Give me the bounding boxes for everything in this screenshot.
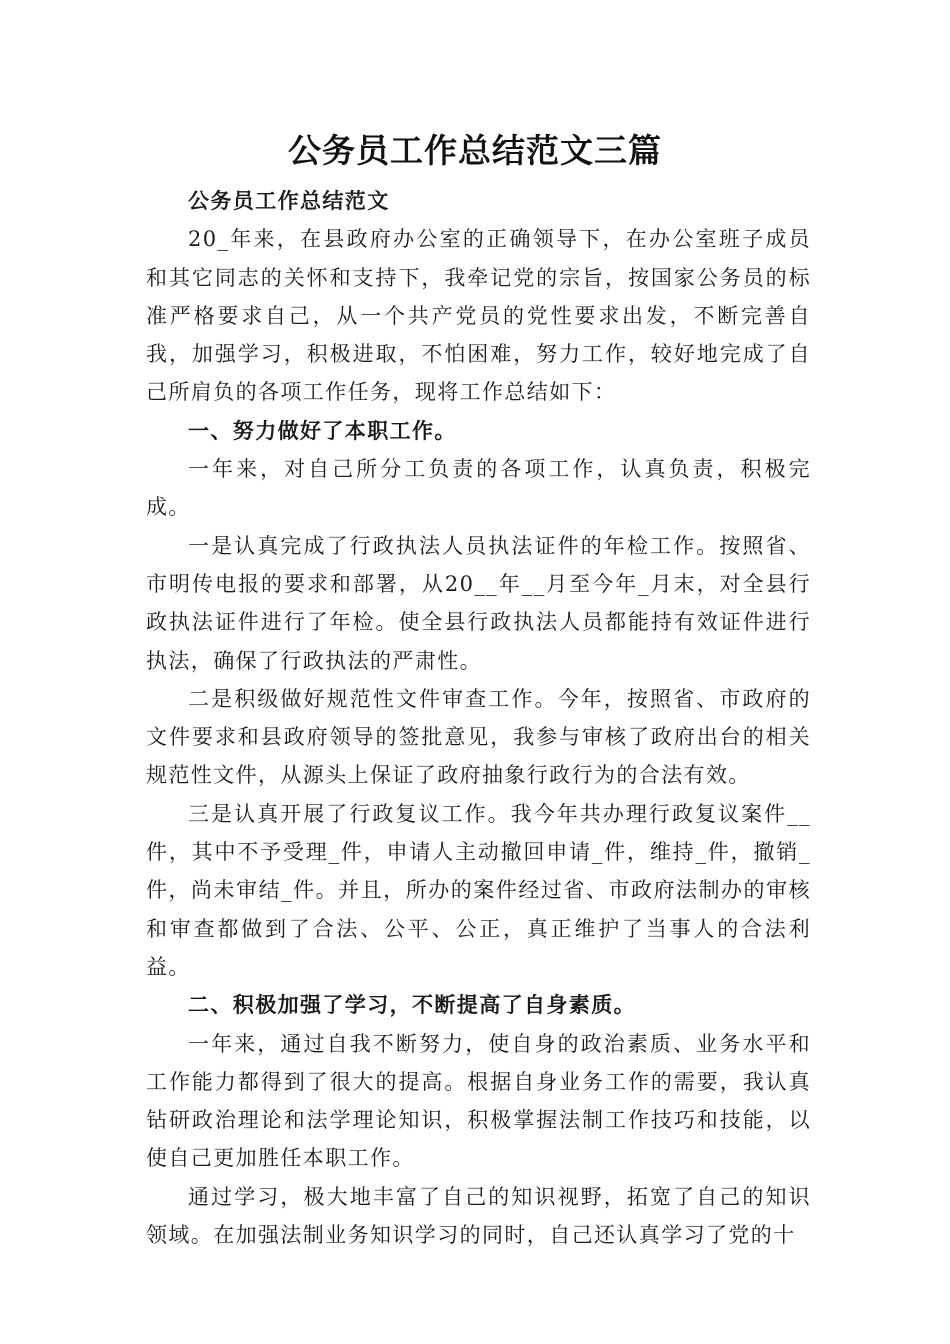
paragraph-item-1: 一是认真完成了行政执法人员执法证件的年检工作。按照省、市明传电报的要求和部署，从20__年__月至今年_月末，对全县行政执法证件进行了年检。使全县行政执法人员都能持有效证件进行执法，确保了行政执法的严肃性。 [146, 533, 811, 673]
paragraph-summary: 一年来，对自己所分工负责的各项工作，认真负责，积极完成。 [146, 457, 811, 520]
document-body [146, 182, 811, 1254]
heading-section-2: 二、积极加强了学习，不断提高了自身素质。 [188, 992, 636, 1018]
section-subtitle: 公务员工作总结范文 [188, 188, 390, 213]
paragraph-item-3: 三是认真开展了行政复议工作。我今年共办理行政复议案件__件，其中不予受理_件，申请人主动撤回申请_件，维持_件，撤销_件，尚未审结_件。并且，所办的案件经过省、市政府法制办的审核和审查都做到了合法、公平、公正，真正维护了当事人的合法利益。 [146, 801, 811, 979]
paragraph-study-2: 通过学习，极大地丰富了自己的知识视野，拓宽了自己的知识领域。在加强法制业务知识学习的同时，自己还认真学习了党的十 [146, 1184, 811, 1248]
paragraph-item-2: 二是积级做好规范性文件审查工作。今年，按照省、市政府的文件要求和县政府领导的签批意见，我参与审核了政府出台的相关规范性文件，从源头上保证了政府抽象行政行为的合法有效。 [146, 686, 811, 788]
heading-section-1: 一、努力做好了本职工作。 [188, 417, 457, 443]
paragraph-study-1: 一年来，通过自我不断努力，使自身的政治素质、业务水平和工作能力都得到了很大的提高。根据自身业务工作的需要，我认真钻研政治理论和法学理论知识，积极掌握法制工作技巧和技能，以使自己更加胜任本职工作。 [146, 1031, 811, 1171]
paragraph-intro: 20_年来，在县政府办公室的正确领导下，在办公室班子成员和其它同志的关怀和支持下，我牵记党的宗旨，按国家公务员的标准严格要求自己，从一个共产党员的党性要求出发，不断完善自我，加强学习，积极进取，不怕困难，努力工作，较好地完成了自己所肩负的各项工作任务，现将工作总结如下： [146, 227, 811, 405]
document-title: 公务员工作总结范文三篇 [288, 131, 662, 170]
